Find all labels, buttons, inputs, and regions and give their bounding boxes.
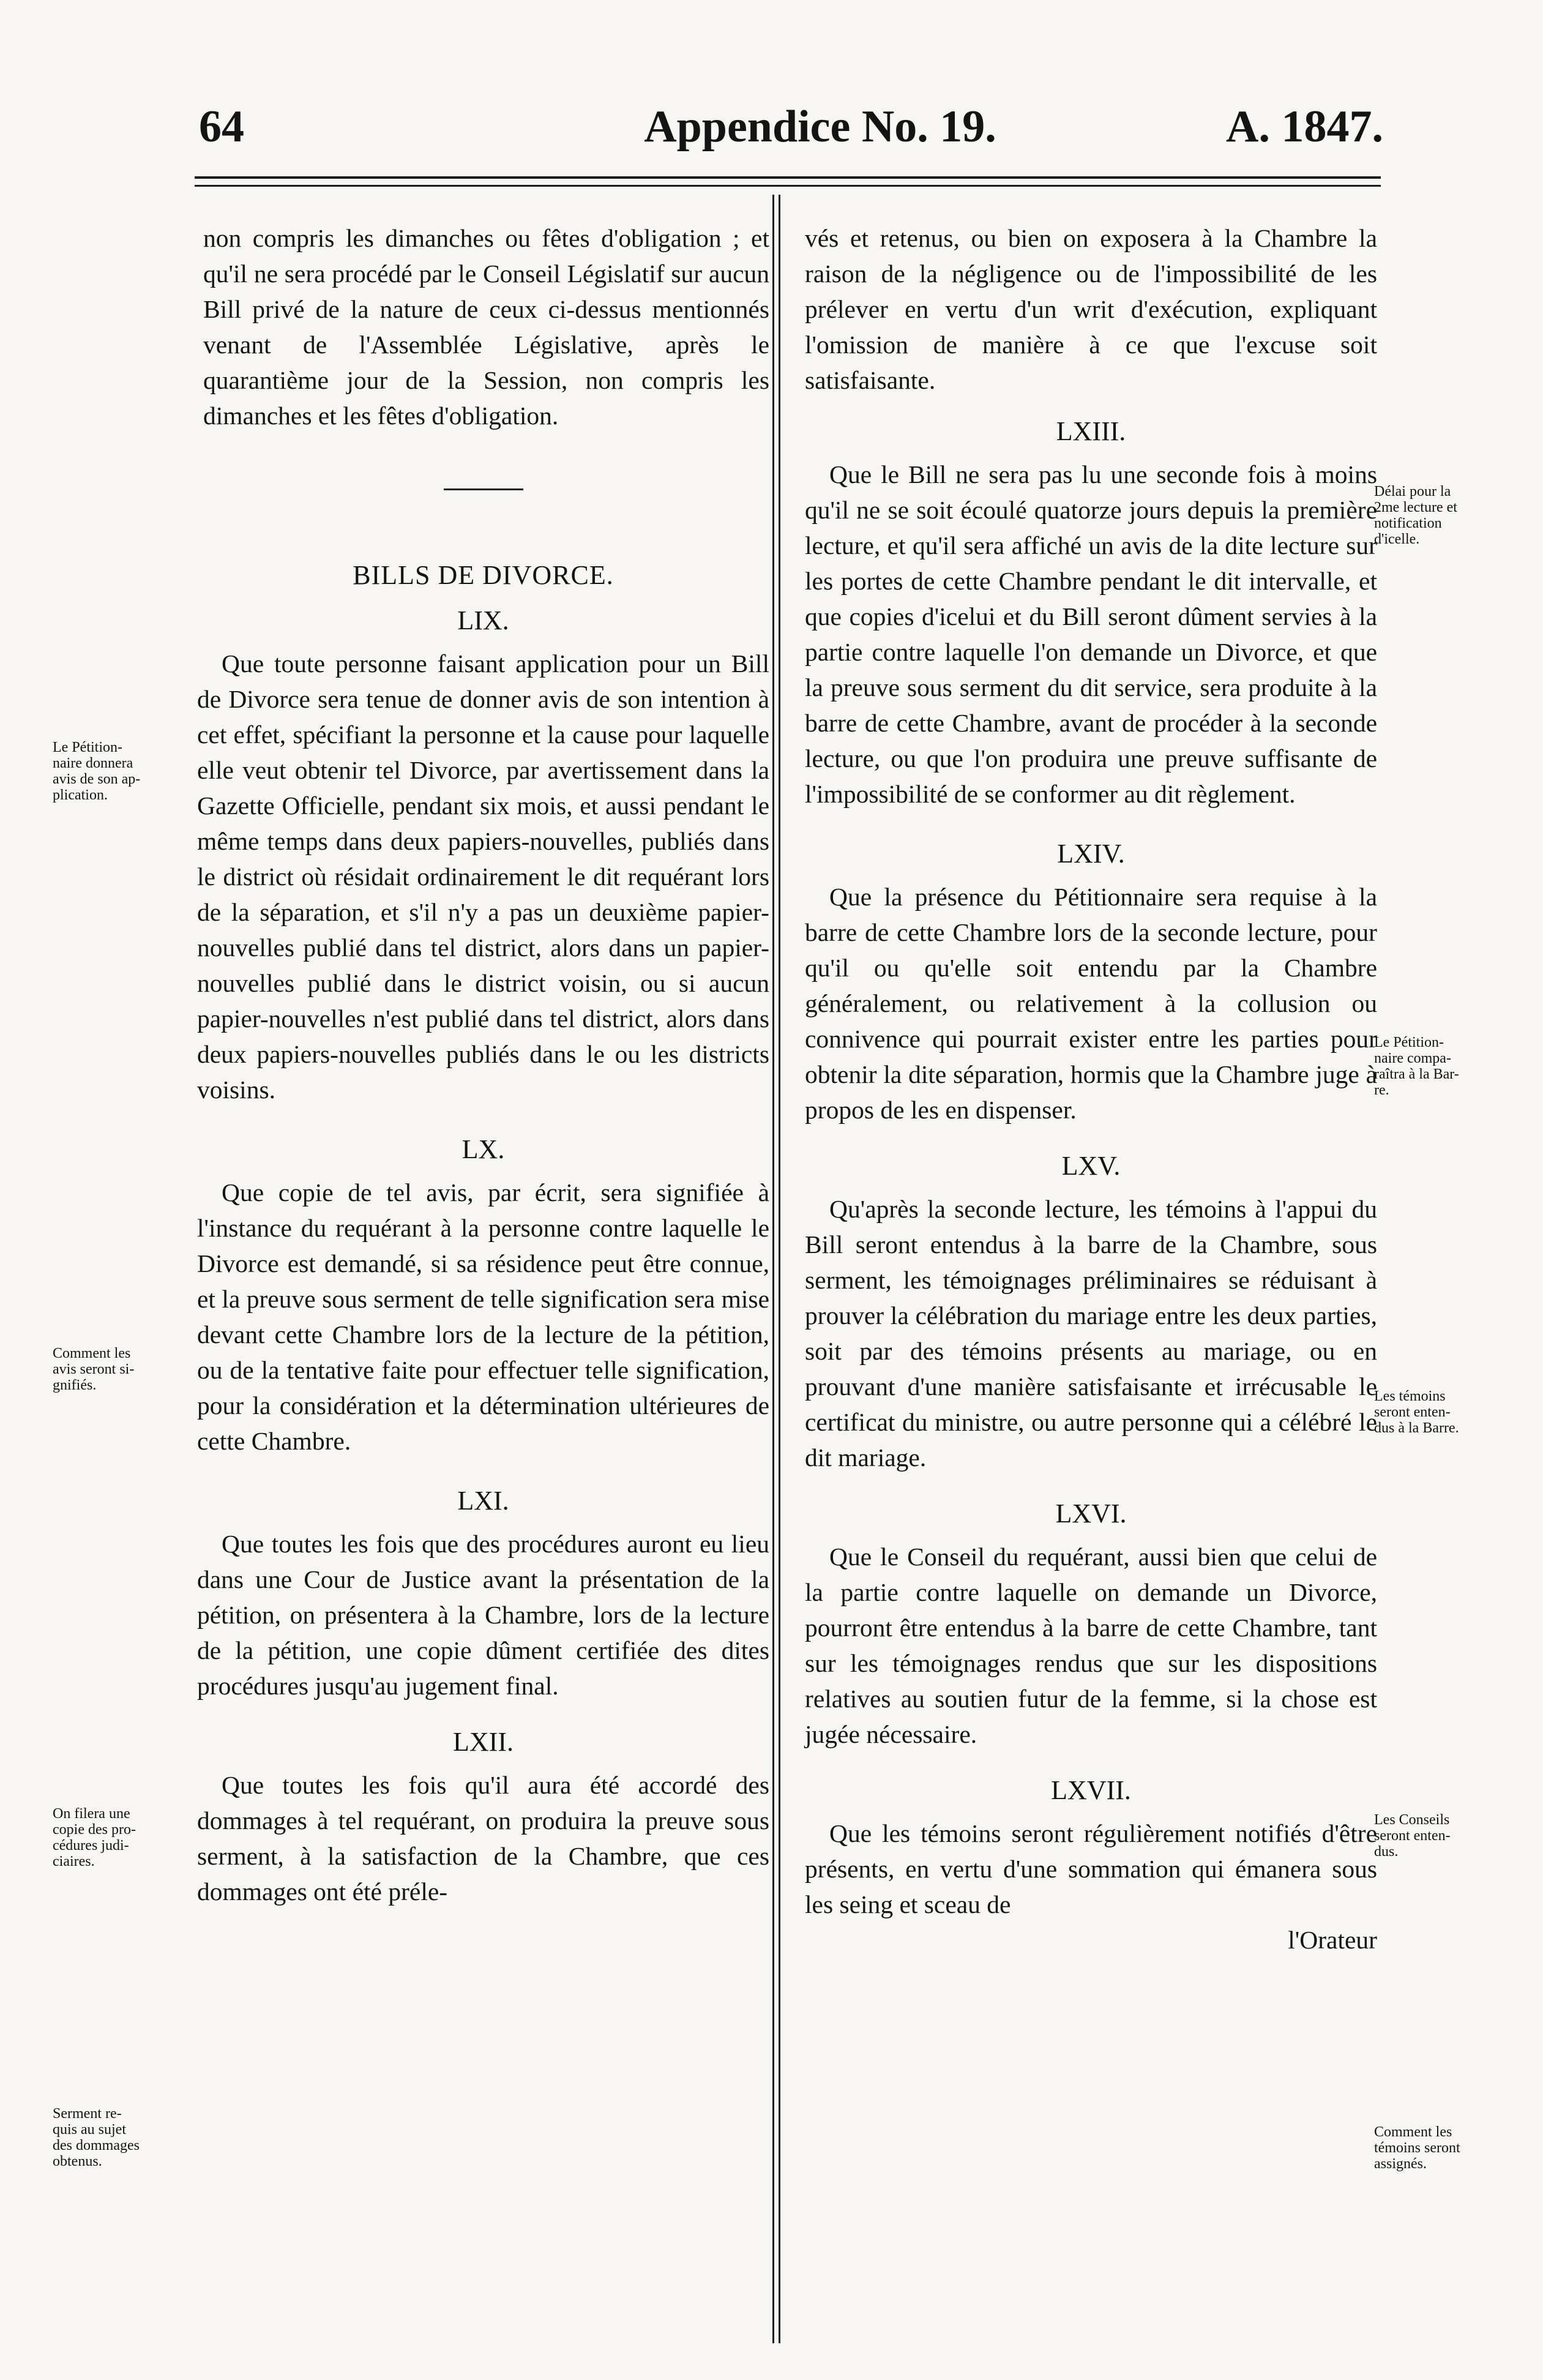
margin-note-lix: [53, 739, 187, 803]
margin-note-line: naire compa-: [1374, 1050, 1451, 1066]
margin-note-lxiii: [1374, 484, 1496, 547]
article-number-lxiii: LXIII.: [1056, 416, 1126, 446]
margin-note-lxv: [1374, 1388, 1496, 1436]
article-number-lx: LX.: [461, 1134, 505, 1164]
right-column: [805, 220, 1377, 1958]
left-column: [197, 220, 769, 1909]
margin-note-lxi: [53, 1806, 187, 1869]
margin-note-line: seront enten-: [1374, 1828, 1451, 1844]
margin-note-line: avis de son ap-: [53, 771, 141, 787]
margin-note-lx: [53, 1345, 187, 1393]
margin-note-line: gnifiés.: [53, 1377, 97, 1393]
article-text-lxi: Que toutes les fois que des procédures auront eu lieu dans une Cour de Justice avant la présentation de la pétition, on présentera à la Chambre, lors de la lecture de la pétition, une copie dûment certifiée des dites procédures jusqu'au jugement final.: [197, 1530, 769, 1700]
margin-note-line: ciaires.: [53, 1854, 95, 1869]
article-number-lxvi: LXVI.: [1055, 1499, 1127, 1529]
header-rule-thin: [195, 185, 1381, 187]
closing-line: l'Orateur: [1288, 1926, 1377, 1954]
header-rule-thick: [195, 176, 1381, 179]
margin-note-line: re.: [1374, 1082, 1389, 1098]
margin-note-line: Comment les: [53, 1345, 131, 1361]
margin-note-lxvii: [1374, 2124, 1496, 2172]
section-heading: BILLS DE DIVORCE.: [353, 560, 614, 590]
column-divider-left: [772, 195, 774, 2343]
article-text-lxvii: Que les témoins seront régulièrement notifiés d'être présents, en vertu d'une sommation qui émanera sous les seing et sceau de: [805, 1819, 1377, 1918]
article-number-lxv: LXV.: [1061, 1151, 1121, 1181]
article-text-lx: Que copie de tel avis, par écrit, sera signifiée à l'instance du requérant à la personne contre laquelle le Divorce est demandé, si sa résidence peut être connue, et la preuve sous serment de telle signification sera mise devant cette Chambre lors de la lecture de la pétition, ou de la tentative faite pour effectuer telle signification, pour la considération et la détermination ultérieures de cette Chambre.: [197, 1178, 769, 1455]
right-intro-paragraph: vés et retenus, ou bien on exposera à la Chambre la raison de la négligence ou de l'impossibilité de les prélever en vertu d'un writ d'exécution, expliquant l'omission de manière à ce que l'excuse soit satisfaisante.: [805, 224, 1377, 394]
margin-note-line: obtenus.: [53, 2154, 102, 2169]
margin-note-line: Le Pétition-: [1374, 1035, 1444, 1050]
running-title: Appendice No. 19.: [644, 102, 996, 152]
margin-note-line: Les Conseils: [1374, 1812, 1450, 1828]
margin-note-line: copie des pro-: [53, 1822, 136, 1838]
margin-note-line: 2me lecture et: [1374, 500, 1457, 515]
margin-note-line: naire donnera: [53, 755, 133, 771]
margin-note-line: Délai pour la: [1374, 484, 1451, 500]
margin-note-line: cédures judi-: [53, 1838, 129, 1854]
article-number-lxiv: LXIV.: [1057, 839, 1125, 869]
article-number-lxii: LXII.: [453, 1727, 514, 1757]
margin-note-line: dus.: [1374, 1844, 1399, 1860]
margin-note-line: des dommages: [53, 2138, 140, 2154]
page-header: [0, 0, 1543, 184]
margin-note-line: notification: [1374, 515, 1442, 531]
article-text-lxv: Qu'après la seconde lecture, les témoins à l'appui du Bill seront entendus à la barre de la Chambre, sous serment, les témoignages préliminaires se réduisant à prouver la célébration du mariage entre les deux parties, soit par des témoins présents au mariage, ou en prouvant d'une manière satisfaisante et irrécusable le certificat du ministre, ou autre personne qui a célébré le dit mariage.: [805, 1195, 1377, 1472]
margin-note-line: dus à la Barre.: [1374, 1420, 1459, 1436]
article-number-lix: LIX.: [457, 605, 509, 635]
margin-note-line: seront enten-: [1374, 1404, 1451, 1420]
margin-note-line: plication.: [53, 787, 108, 803]
margin-note-line: témoins seront: [1374, 2140, 1460, 2156]
article-number-lxi: LXI.: [457, 1486, 509, 1516]
margin-note-lxiv: [1374, 1035, 1496, 1098]
margin-note-line: quis au sujet: [53, 2122, 126, 2138]
article-number-lxvii: LXVII.: [1051, 1775, 1131, 1805]
margin-note-lxvi: [1374, 1812, 1496, 1860]
margin-note-line: assignés.: [1374, 2156, 1427, 2172]
article-text-lix: Que toute personne faisant application pour un Bill de Divorce sera tenue de donner avis de son intention à cet effet, spécifiant la personne et la cause pour laquelle elle veut obtenir tel Divorce, par avertissement dans la Gazette Officielle, pendant six mois, et aussi pendant le même temps dans deux papiers-nouvelles, publiés dans le district où résidait ordinairement le dit requérant lors de la séparation, et s'il n'y a pas un deuxième papier-nouvelles publié dans tel district, alors dans un papier-nouvelles publié dans le district voisin, ou si aucun papier-nouvelles n'est publié dans tel district, alors dans deux papiers-nouvelles publiés dans le ou les districts voisins.: [197, 649, 769, 1104]
article-text-lxii: Que toutes les fois qu'il aura été accordé des dommages à tel requérant, on produira la preuve sous serment, à la satisfaction de la Chambre, que ces dommages ont été préle-: [197, 1771, 769, 1906]
article-text-lxiii: Que le Bill ne sera pas lu une seconde fois à moins qu'il ne se soit écoulé quatorze jours depuis la première lecture, et qu'il sera affiché un avis de la dite lecture sur les portes de cette Chambre pendant le dit intervalle, et que copies d'icelui et du Bill seront dûment servies à la partie contre laquelle l'on demande un Divorce, et que la preuve sous serment du dit service, sera produite à la barre de cette Chambre, avant de procéder à la seconde lecture, ou que l'on produira une preuve suffisante de l'impossibilité de se conformer au dit règlement.: [805, 460, 1377, 808]
margin-note-line: Le Pétition-: [53, 739, 122, 755]
margin-note-line: On filera une: [53, 1806, 130, 1822]
margin-note-lxii: [53, 2106, 187, 2169]
margin-note-line: Comment les: [1374, 2124, 1452, 2140]
left-intro-paragraph: non compris les dimanches ou fêtes d'obligation ; et qu'il ne sera procédé par le Conseil Législatif sur aucun Bill privé de la nature de ceux ci-dessus mentionnés venant de l'Assemblée Législative, après le quarantième jour de la Session, non compris les dimanches et les fêtes d'obligation.: [203, 224, 769, 430]
margin-note-line: avis seront si-: [53, 1361, 135, 1377]
margin-note-line: raîtra à la Bar-: [1374, 1066, 1459, 1082]
article-text-lxvi: Que le Conseil du requérant, aussi bien que celui de la partie contre laquelle on demande un Divorce, pourront être entendus à la barre de cette Chambre, tant sur les témoignages rendus que sur les dispositions relatives au soutien futur de la femme, si la chose est jugée nécessaire.: [805, 1543, 1377, 1748]
column-divider-right: [779, 195, 780, 2343]
margin-note-line: Les témoins: [1374, 1388, 1446, 1404]
margin-note-line: Serment re-: [53, 2106, 122, 2122]
article-text-lxiv: Que la présence du Pétitionnaire sera requise à la barre de cette Chambre lors de la seconde lecture, pour qu'il ou qu'elle soit entendu par la Chambre généralement, ou relativement à la collusion ou connivence qui pourrait exister entre les parties pour obtenir la dite séparation, hormis que la Chambre juge à propos de les en dispenser.: [805, 883, 1377, 1124]
margin-note-line: d'icelle.: [1374, 531, 1420, 547]
page-number: 64: [199, 102, 244, 152]
document-year: A. 1847.: [1226, 102, 1383, 152]
